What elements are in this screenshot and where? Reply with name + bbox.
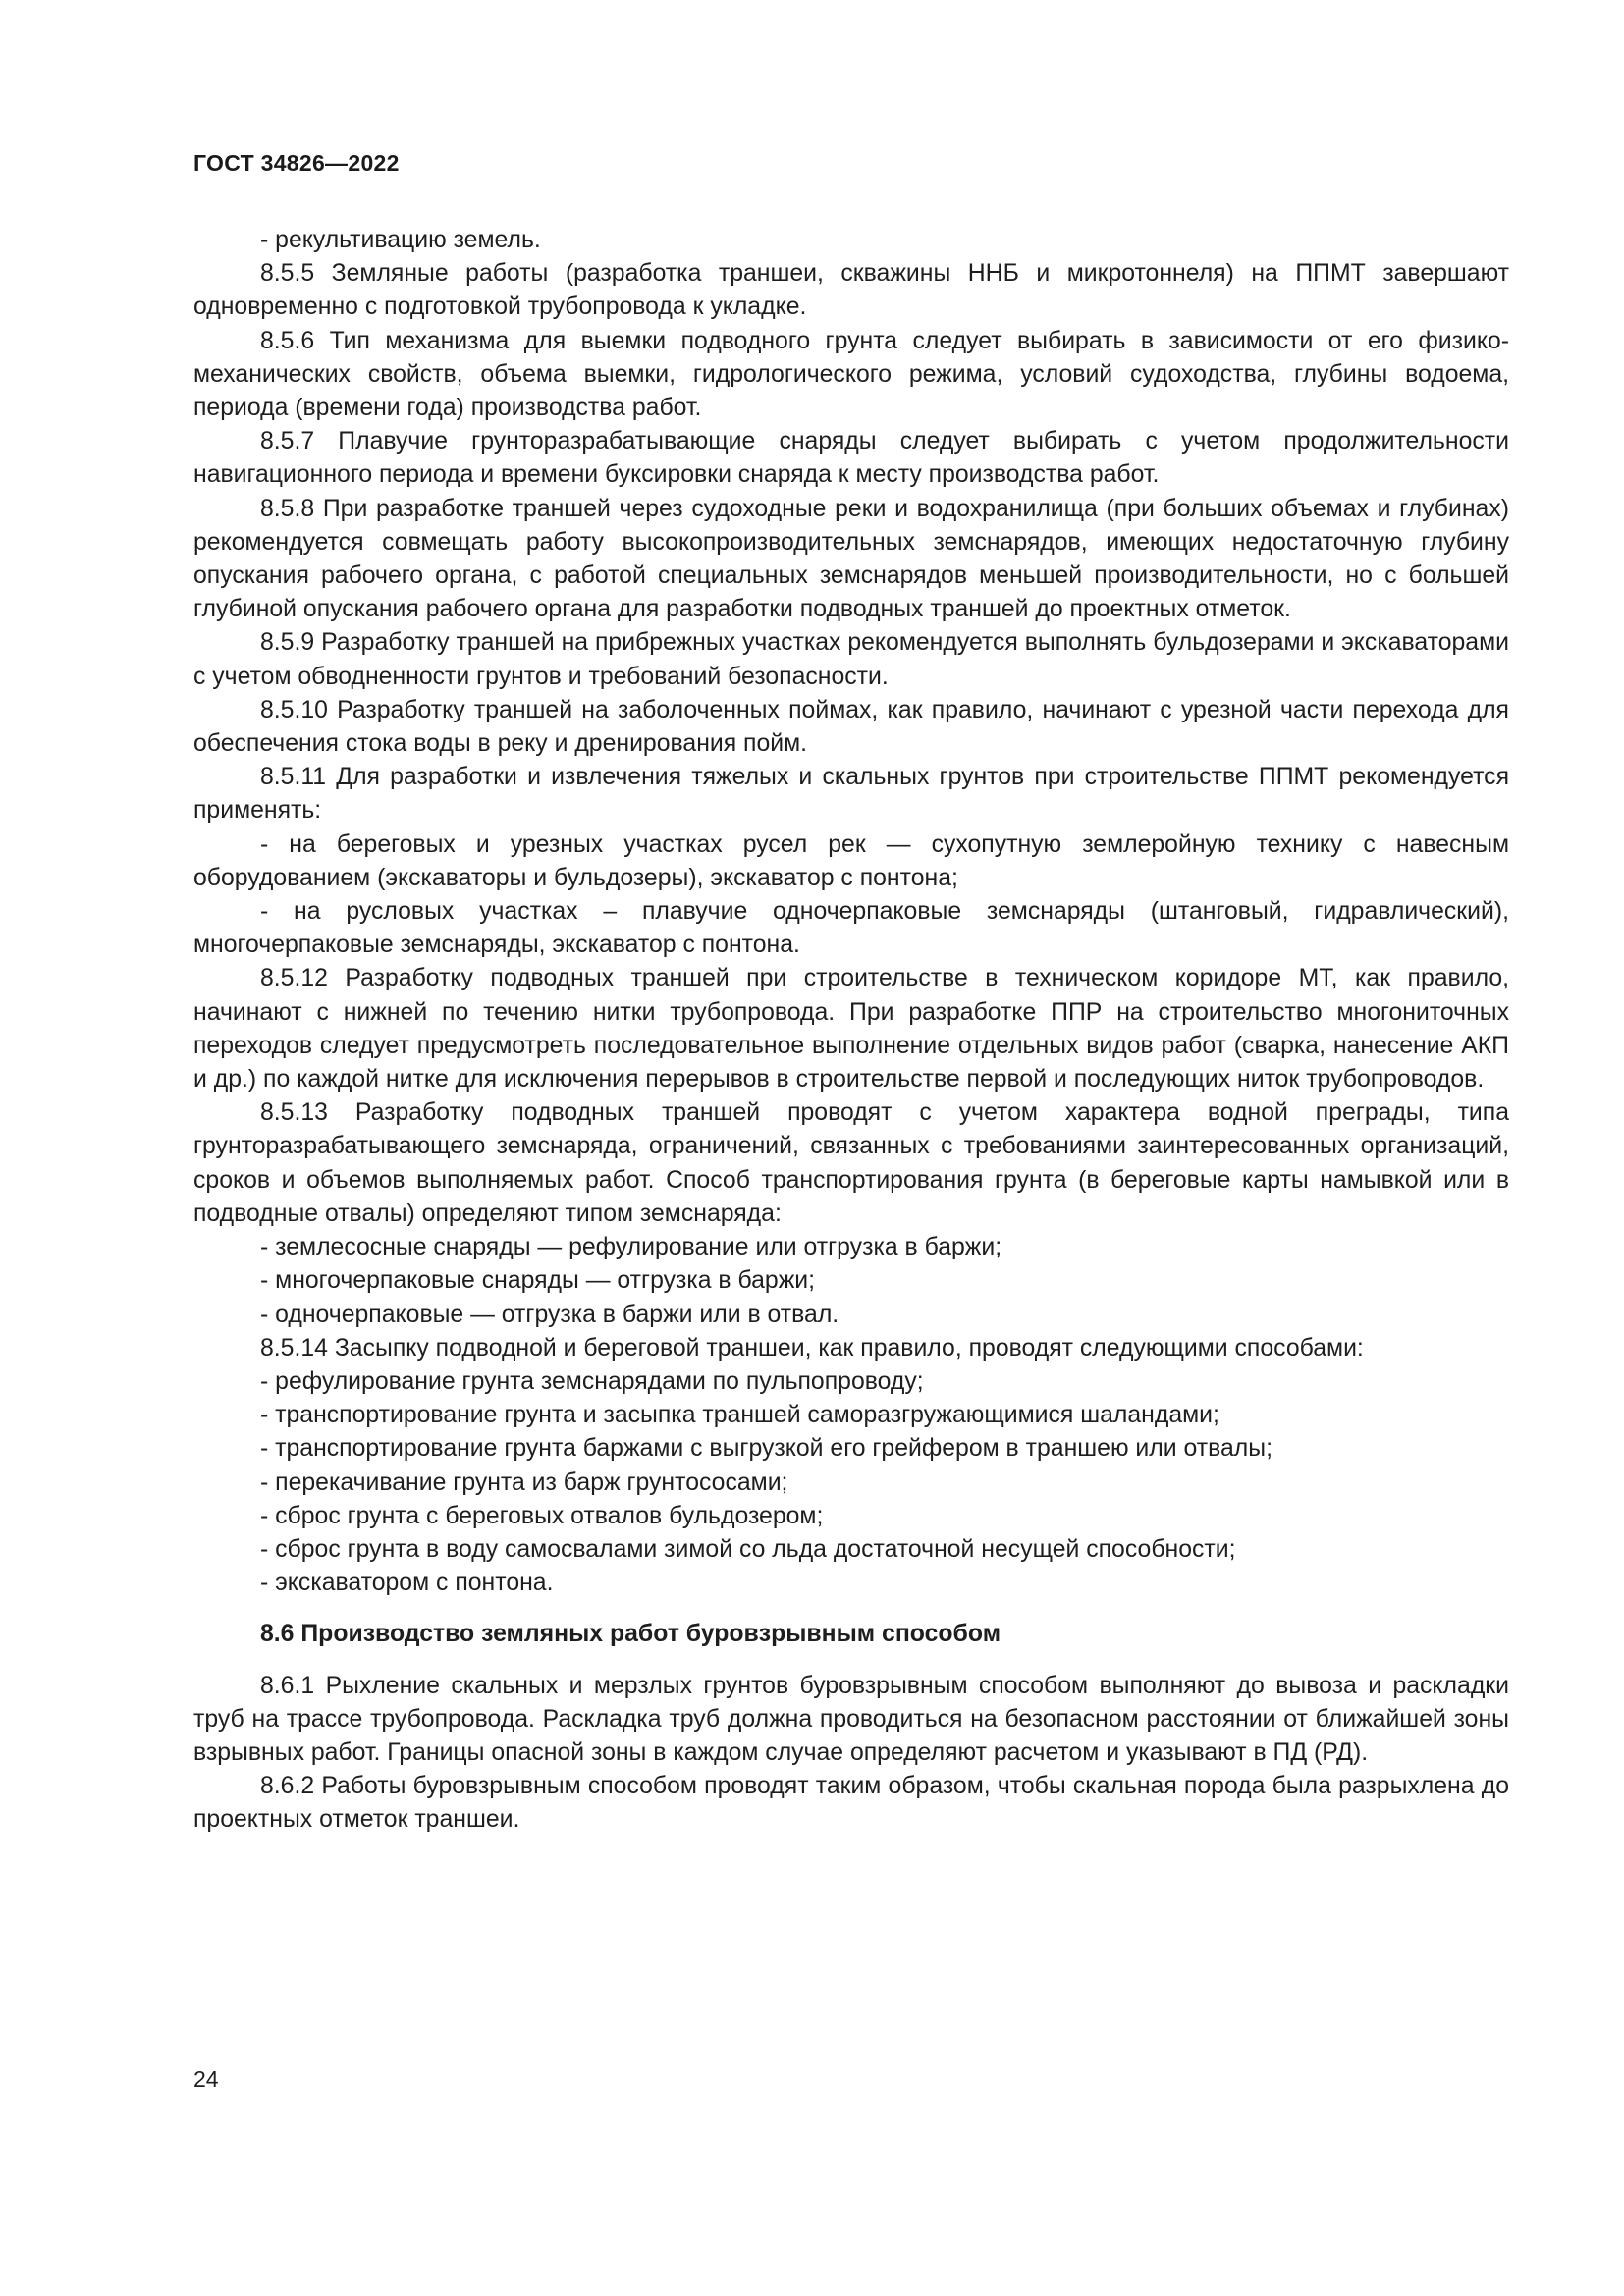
list-item: - сброс грунта в воду самосвалами зимой со льда достаточной несущей способности; <box>260 1535 1236 1563</box>
paragraph-8-5-8: 8.5.8 При разработке траншей через судоходные реки и водохранилища (при больших объемах и глубинах) рекомендуется совмещать работу высокопроизводительных земснарядов, имеющих недостаточную глубину опускания рабочего органа, с работой специальных земснарядов меньшей производительности, но с большей глубиной опускания рабочего органа для разработки подводных траншей до проектных отметок. <box>193 495 1509 623</box>
paragraph-8-5-6: 8.5.6 Тип механизма для выемки подводного грунта следует выбирать в зависимости от его физико-механических свойств, объема выемки, гидрологического режима, условий судоходства, глубины водоема, периода (времени года) производства работ. <box>193 327 1509 422</box>
list-item: - транспортирование грунта и засыпка траншей саморазгружающимися шаландами; <box>260 1402 1219 1429</box>
paragraph-8-5-11-item-b: - на русловых участках – плавучие одночерпаковые земснаряды (штанговый, гидравлический), многочерпаковые земснаряды, экскаватор с понтона. <box>193 898 1509 959</box>
list-8-5-13 <box>193 1231 1509 1332</box>
paragraph-8-5-14: 8.5.14 Засыпку подводной и береговой траншеи, как правило, проводят следующими способами: <box>260 1334 1364 1362</box>
section-8-6-title: 8.6 Производство земляных работ буровзрывным способом <box>260 1621 1001 1648</box>
list-item: - сброс грунта с береговых отвалов бульдозером; <box>260 1502 824 1529</box>
list-item: - землесосные снаряды — рефулирование или отгрузка в баржи; <box>260 1234 1002 1261</box>
paragraph-8-5-9: 8.5.9 Разработку траншей на прибрежных участках рекомендуется выполнять бульдозерами и экскаваторами с учетом обводненности грунтов и требований безопасности. <box>193 629 1509 690</box>
paragraph-8-5-5: 8.5.5 Земляные работы (разработка траншеи, скважины ННБ и микротоннеля) на ППМТ завершают одновременно с подготовкой трубопровода к укладке. <box>193 260 1509 321</box>
list-item: - одночерпаковые — отгрузка в баржи или в отвал. <box>260 1301 839 1328</box>
page-number: 24 <box>193 2066 219 2092</box>
paragraph-intro-item: - рекультивацию земель. <box>260 227 541 253</box>
list-8-5-14 <box>193 1365 1509 1600</box>
paragraph-8-5-13: 8.5.13 Разработку подводных траншей проводят с учетом характера водной преграды, типа грунторазрабатывающего земснаряда, ограничений, связанных с требованиями заинтересованных организаций, сроков и объемов выполняемых работ. Способ транспортирования грунта (в береговые карты намывкой или в подводные отвалы) определяют типом земснаряда: <box>193 1099 1509 1227</box>
list-item: - перекачивание грунта из барж грунтососами; <box>260 1468 788 1496</box>
document-code-header: ГОСТ 34826—2022 <box>193 150 400 176</box>
paragraph-8-5-12: 8.5.12 Разработку подводных траншей при строительстве в техническом коридоре МТ, как правило, начинают с нижней по течению нитки трубопровода. При разработке ППР на строительство многониточных переходов следует предусмотреть последовательное выполнение отдельных видов работ (сварка, нанесение АКП и др.) по каждой нитке для исключения перерывов в строительстве первой и последующих ниток трубопроводов. <box>193 965 1509 1094</box>
paragraph-8-5-11: 8.5.11 Для разработки и извлечения тяжелых и скальных грунтов при строительстве ППМТ рекомендуется применять: <box>193 764 1509 825</box>
list-item: - рефулирование грунта земснарядами по пульпопроводу; <box>260 1367 924 1395</box>
list-item: - многочерпаковые снаряды — отгрузка в баржи; <box>260 1267 816 1295</box>
paragraph-8-6-1: 8.6.1 Рыхление скальных и мерзлых грунтов буровзрывным способом выполняют до вывоза и раскладки труб на трассе трубопровода. Раскладка труб должна проводиться на безопасном расстоянии от ближайшей зоны взрывных работ. Границы опасной зоны в каждом случае определяют расчетом и указывают в ПД (РД). <box>193 1672 1509 1766</box>
paragraph-8-5-7: 8.5.7 Плавучие грунторазрабатывающие снаряды следует выбирать с учетом продолжительности навигационного периода и времени буксировки снаряда к месту производства работ. <box>193 428 1509 489</box>
paragraph-8-6-2: 8.6.2 Работы буровзрывным способом проводят таким образом, чтобы скальная порода была разрыхлена до проектных отметок траншеи. <box>193 1773 1509 1834</box>
list-item: - экскаватором с понтона. <box>260 1570 554 1597</box>
list-item: - транспортирование грунта баржами с выгрузкой его грейфером в траншею или отвалы; <box>260 1435 1272 1463</box>
paragraph-8-5-10: 8.5.10 Разработку траншей на заболоченных поймах, как правило, начинают с урезной части перехода для обеспечения стока воды в реку и дренирования пойм. <box>193 696 1509 758</box>
paragraph-8-5-11-item-a: - на береговых и урезных участках русел рек — сухопутную землеройную технику с навесным оборудованием (экскаваторы и бульдозеры), экскаватор с понтона; <box>193 830 1509 891</box>
document-body <box>193 224 1509 1838</box>
